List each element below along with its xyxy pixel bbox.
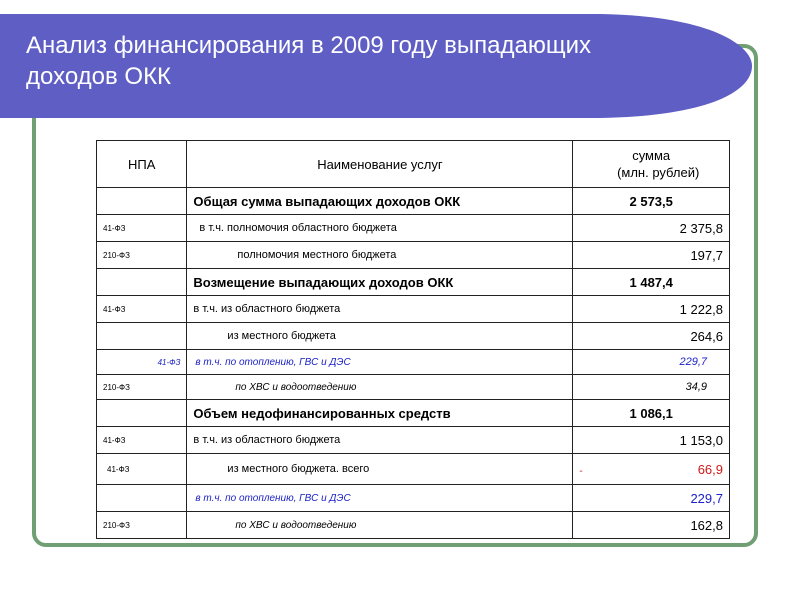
row-sum-cell (573, 454, 730, 485)
row-sum-prefix: - (579, 465, 583, 477)
financing-table (96, 140, 730, 539)
row-sum: 34,9 (573, 375, 730, 400)
table-row (97, 296, 730, 323)
table-row (97, 454, 730, 485)
row-sum: 1 487,4 (573, 269, 730, 296)
table-row (97, 427, 730, 454)
table-row (97, 269, 730, 296)
row-name: Объем недофинансированных средств (187, 400, 573, 427)
row-name: полномочия местного бюджета (187, 242, 573, 269)
row-npa: 41-ФЗ (97, 427, 187, 454)
row-name: в т.ч. по отоплению, ГВС и ДЭС (187, 485, 573, 512)
table-row (97, 188, 730, 215)
row-name: из местного бюджета (187, 323, 573, 350)
row-npa: 210-ФЗ (97, 242, 187, 269)
table-row (97, 350, 730, 375)
row-npa (97, 188, 187, 215)
header-name: Наименование услуг (187, 141, 573, 188)
row-sum: 2 573,5 (573, 188, 730, 215)
row-npa: 41-ФЗ (97, 296, 187, 323)
table-row (97, 375, 730, 400)
row-npa (97, 269, 187, 296)
row-sum: 2 375,8 (573, 215, 730, 242)
slide-title-line2: доходов ОКК (26, 63, 172, 90)
row-sum: 229,7 (573, 350, 730, 375)
row-name: по ХВС и водоотведению (187, 375, 573, 400)
row-npa: 210-ФЗ (97, 512, 187, 539)
table-row (97, 400, 730, 427)
row-name: в т.ч. из областного бюджета (187, 296, 573, 323)
header-sum-line2: (млн. рублей) (617, 165, 700, 180)
header-sum-line1: сумма (632, 148, 671, 163)
table-row (97, 512, 730, 539)
row-sum: 229,7 (573, 485, 730, 512)
row-name: Возмещение выпадающих доходов ОКК (187, 269, 573, 296)
table-row (97, 485, 730, 512)
row-name: в т.ч. по отоплению, ГВС и ДЭС (187, 350, 573, 375)
table-row (97, 215, 730, 242)
slide-title (26, 30, 716, 92)
row-npa (97, 400, 187, 427)
row-sum: 197,7 (573, 242, 730, 269)
table-row (97, 242, 730, 269)
row-sum: 1 222,8 (573, 296, 730, 323)
row-sum: 264,6 (573, 323, 730, 350)
table-row (97, 323, 730, 350)
row-npa (97, 323, 187, 350)
row-sum: 1 153,0 (573, 427, 730, 454)
slide-title-line1: Анализ финансирования в 2009 году выпадающих (26, 32, 591, 59)
row-npa: 41-ФЗ (97, 454, 187, 485)
row-name: в т.ч. полномочия областного бюджета (187, 215, 573, 242)
row-sum: 162,8 (573, 512, 730, 539)
row-sum: 66,9 (697, 461, 723, 477)
table-header-row (97, 141, 730, 188)
row-npa: 41-ФЗ (97, 215, 187, 242)
row-npa: 210-ФЗ (97, 375, 187, 400)
row-name: в т.ч. из областного бюджета (187, 427, 573, 454)
row-name: по ХВС и водоотведению (187, 512, 573, 539)
row-npa (97, 485, 187, 512)
row-npa: 41-ФЗ (97, 350, 187, 375)
row-sum: 1 086,1 (573, 400, 730, 427)
header-npa: НПА (97, 141, 187, 188)
row-name: из местного бюджета. всего (187, 454, 573, 485)
header-sum (573, 141, 730, 188)
row-name: Общая сумма выпадающих доходов ОКК (187, 188, 573, 215)
